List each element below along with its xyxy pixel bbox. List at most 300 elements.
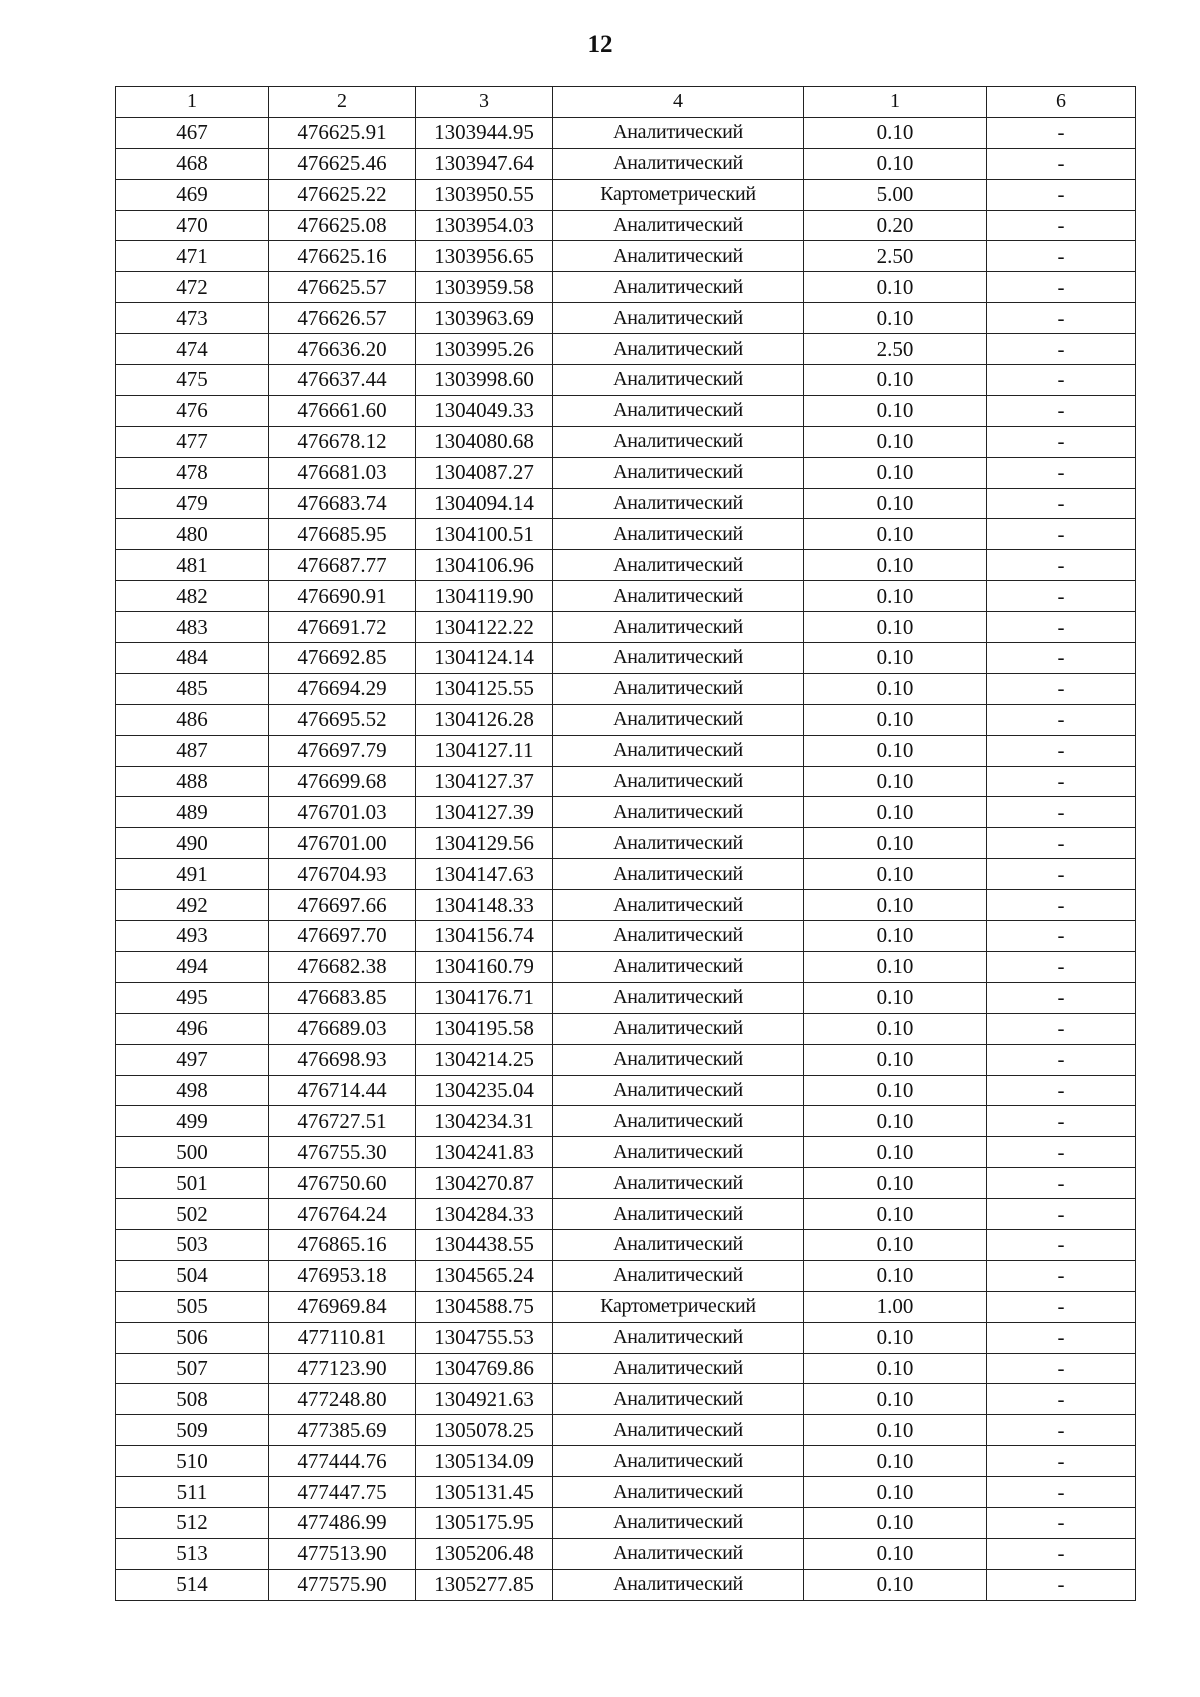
cell-x-coordinate: 476636.20 [269,334,416,365]
cell-method: Аналитический [553,797,804,828]
cell-accuracy: 0.10 [804,365,987,396]
cell-accuracy: 0.10 [804,1538,987,1569]
cell-y-coordinate: 1305131.45 [416,1477,553,1508]
cell-method: Аналитический [553,612,804,643]
cell-accuracy: 0.10 [804,1353,987,1384]
cell-point-number: 467 [116,117,269,148]
cell-description: - [987,1569,1136,1600]
table-row [116,117,1136,148]
cell-y-coordinate: 1304119.90 [416,581,553,612]
cell-y-coordinate: 1305206.48 [416,1538,553,1569]
cell-y-coordinate: 1304156.74 [416,921,553,952]
cell-y-coordinate: 1303944.95 [416,117,553,148]
cell-accuracy: 0.10 [804,797,987,828]
cell-method: Аналитический [553,550,804,581]
cell-accuracy: 0.10 [804,1569,987,1600]
cell-point-number: 514 [116,1569,269,1600]
cell-description: - [987,1137,1136,1168]
cell-description: - [987,1106,1136,1137]
cell-y-coordinate: 1304127.11 [416,735,553,766]
cell-x-coordinate: 476685.95 [269,519,416,550]
cell-point-number: 491 [116,859,269,890]
cell-accuracy: 0.10 [804,1075,987,1106]
cell-accuracy: 0.10 [804,303,987,334]
cell-x-coordinate: 476683.74 [269,488,416,519]
cell-method: Аналитический [553,643,804,674]
cell-description: - [987,117,1136,148]
cell-accuracy: 0.10 [804,426,987,457]
cell-y-coordinate: 1303995.26 [416,334,553,365]
cell-point-number: 507 [116,1353,269,1384]
table-row [116,859,1136,890]
cell-method: Аналитический [553,1538,804,1569]
cell-description: - [987,272,1136,303]
cell-accuracy: 0.10 [804,859,987,890]
table-row [116,1260,1136,1291]
cell-x-coordinate: 477575.90 [269,1569,416,1600]
cell-x-coordinate: 476661.60 [269,395,416,426]
cell-description: - [987,735,1136,766]
cell-y-coordinate: 1304080.68 [416,426,553,457]
table-row [116,1044,1136,1075]
cell-method: Аналитический [553,951,804,982]
cell-y-coordinate: 1304565.24 [416,1260,553,1291]
cell-point-number: 485 [116,673,269,704]
cell-point-number: 509 [116,1415,269,1446]
cell-method: Аналитический [553,365,804,396]
table-row [116,673,1136,704]
cell-method: Аналитический [553,1415,804,1446]
cell-method: Аналитический [553,982,804,1013]
cell-y-coordinate: 1304234.31 [416,1106,553,1137]
cell-point-number: 480 [116,519,269,550]
cell-description: - [987,1538,1136,1569]
cell-accuracy: 0.10 [804,148,987,179]
cell-x-coordinate: 476969.84 [269,1291,416,1322]
cell-method: Аналитический [553,581,804,612]
cell-point-number: 483 [116,612,269,643]
cell-description: - [987,1384,1136,1415]
cell-description: - [987,426,1136,457]
cell-description: - [987,210,1136,241]
cell-point-number: 513 [116,1538,269,1569]
cell-y-coordinate: 1304588.75 [416,1291,553,1322]
cell-method: Аналитический [553,1322,804,1353]
cell-point-number: 474 [116,334,269,365]
page-number: 12 [587,31,613,58]
cell-x-coordinate: 476697.70 [269,921,416,952]
column-header-x-coordinate: 2 [269,87,416,118]
table-row [116,1291,1136,1322]
cell-method: Аналитический [553,1075,804,1106]
cell-point-number: 473 [116,303,269,334]
table-row [116,303,1136,334]
cell-accuracy: 0.20 [804,210,987,241]
cell-accuracy: 1.00 [804,1291,987,1322]
cell-x-coordinate: 477447.75 [269,1477,416,1508]
cell-point-number: 497 [116,1044,269,1075]
cell-method: Аналитический [553,1507,804,1538]
cell-description: - [987,1291,1136,1322]
cell-method: Аналитический [553,921,804,952]
cell-method: Аналитический [553,766,804,797]
cell-method: Аналитический [553,1260,804,1291]
cell-description: - [987,303,1136,334]
cell-description: - [987,395,1136,426]
cell-accuracy: 0.10 [804,117,987,148]
cell-x-coordinate: 477486.99 [269,1507,416,1538]
cell-method: Аналитический [553,519,804,550]
cell-accuracy: 0.10 [804,488,987,519]
table-row [116,210,1136,241]
table-row [116,1013,1136,1044]
cell-point-number: 489 [116,797,269,828]
table-row [116,1477,1136,1508]
cell-y-coordinate: 1304755.53 [416,1322,553,1353]
cell-method: Аналитический [553,1569,804,1600]
cell-x-coordinate: 476625.08 [269,210,416,241]
cell-y-coordinate: 1303956.65 [416,241,553,272]
cell-y-coordinate: 1305277.85 [416,1569,553,1600]
cell-accuracy: 2.50 [804,241,987,272]
cell-x-coordinate: 476755.30 [269,1137,416,1168]
cell-y-coordinate: 1304087.27 [416,457,553,488]
cell-description: - [987,921,1136,952]
table-row [116,550,1136,581]
cell-x-coordinate: 476678.12 [269,426,416,457]
cell-description: - [987,982,1136,1013]
cell-description: - [987,519,1136,550]
cell-description: - [987,550,1136,581]
cell-description: - [987,1199,1136,1230]
cell-method: Аналитический [553,395,804,426]
cell-point-number: 510 [116,1446,269,1477]
cell-point-number: 475 [116,365,269,396]
cell-description: - [987,612,1136,643]
cell-point-number: 494 [116,951,269,982]
cell-point-number: 468 [116,148,269,179]
cell-point-number: 488 [116,766,269,797]
cell-x-coordinate: 476683.85 [269,982,416,1013]
cell-y-coordinate: 1304049.33 [416,395,553,426]
cell-y-coordinate: 1304284.33 [416,1199,553,1230]
table-row [116,1137,1136,1168]
table-row [116,426,1136,457]
cell-y-coordinate: 1303998.60 [416,365,553,396]
cell-point-number: 471 [116,241,269,272]
cell-point-number: 469 [116,179,269,210]
cell-description: - [987,1353,1136,1384]
table-row [116,1507,1136,1538]
cell-y-coordinate: 1305078.25 [416,1415,553,1446]
cell-y-coordinate: 1303954.03 [416,210,553,241]
cell-x-coordinate: 476625.16 [269,241,416,272]
cell-y-coordinate: 1304160.79 [416,951,553,982]
cell-description: - [987,334,1136,365]
cell-x-coordinate: 476699.68 [269,766,416,797]
cell-method: Аналитический [553,735,804,766]
cell-x-coordinate: 476682.38 [269,951,416,982]
cell-description: - [987,951,1136,982]
cell-x-coordinate: 476697.66 [269,890,416,921]
cell-x-coordinate: 476626.57 [269,303,416,334]
cell-point-number: 472 [116,272,269,303]
cell-description: - [987,673,1136,704]
cell-x-coordinate: 476625.22 [269,179,416,210]
cell-y-coordinate: 1305175.95 [416,1507,553,1538]
table-body [116,117,1136,1600]
cell-x-coordinate: 477123.90 [269,1353,416,1384]
cell-y-coordinate: 1303947.64 [416,148,553,179]
cell-accuracy: 0.10 [804,457,987,488]
cell-accuracy: 0.10 [804,1168,987,1199]
cell-method: Аналитический [553,704,804,735]
cell-accuracy: 0.10 [804,951,987,982]
cell-point-number: 504 [116,1260,269,1291]
cell-x-coordinate: 476701.03 [269,797,416,828]
cell-description: - [987,488,1136,519]
table-row [116,148,1136,179]
cell-description: - [987,1507,1136,1538]
cell-x-coordinate: 476625.91 [269,117,416,148]
cell-x-coordinate: 476701.00 [269,828,416,859]
table-row [116,1168,1136,1199]
cell-description: - [987,1446,1136,1477]
cell-x-coordinate: 477513.90 [269,1538,416,1569]
cell-accuracy: 5.00 [804,179,987,210]
cell-method: Аналитический [553,1199,804,1230]
cell-method: Аналитический [553,1384,804,1415]
cell-point-number: 476 [116,395,269,426]
table-row [116,766,1136,797]
cell-description: - [987,457,1136,488]
table-row [116,890,1136,921]
cell-y-coordinate: 1304769.86 [416,1353,553,1384]
cell-point-number: 503 [116,1229,269,1260]
table-row [116,704,1136,735]
cell-method: Картометрический [553,179,804,210]
cell-x-coordinate: 476704.93 [269,859,416,890]
cell-description: - [987,241,1136,272]
cell-description: - [987,365,1136,396]
cell-x-coordinate: 476764.24 [269,1199,416,1230]
table-row [116,179,1136,210]
table-row [116,241,1136,272]
cell-accuracy: 0.10 [804,921,987,952]
cell-point-number: 496 [116,1013,269,1044]
cell-point-number: 470 [116,210,269,241]
cell-point-number: 498 [116,1075,269,1106]
cell-method: Аналитический [553,1168,804,1199]
cell-accuracy: 0.10 [804,735,987,766]
cell-method: Аналитический [553,303,804,334]
cell-y-coordinate: 1304176.71 [416,982,553,1013]
cell-point-number: 501 [116,1168,269,1199]
cell-accuracy: 0.10 [804,1384,987,1415]
table-row [116,921,1136,952]
cell-y-coordinate: 1304100.51 [416,519,553,550]
cell-description: - [987,148,1136,179]
cell-point-number: 490 [116,828,269,859]
coordinates-table [115,86,1136,1601]
table-row [116,365,1136,396]
cell-method: Аналитический [553,1477,804,1508]
cell-x-coordinate: 476690.91 [269,581,416,612]
cell-accuracy: 0.10 [804,704,987,735]
table-row [116,1384,1136,1415]
cell-point-number: 499 [116,1106,269,1137]
cell-x-coordinate: 476681.03 [269,457,416,488]
column-header-method: 4 [553,87,804,118]
cell-y-coordinate: 1304122.22 [416,612,553,643]
cell-accuracy: 0.10 [804,1260,987,1291]
cell-y-coordinate: 1304094.14 [416,488,553,519]
cell-x-coordinate: 476687.77 [269,550,416,581]
table-row [116,272,1136,303]
cell-x-coordinate: 476750.60 [269,1168,416,1199]
cell-point-number: 512 [116,1507,269,1538]
cell-point-number: 477 [116,426,269,457]
cell-method: Аналитический [553,1353,804,1384]
cell-accuracy: 0.10 [804,1229,987,1260]
cell-description: - [987,1415,1136,1446]
cell-y-coordinate: 1305134.09 [416,1446,553,1477]
table-row [116,828,1136,859]
cell-x-coordinate: 477248.80 [269,1384,416,1415]
cell-y-coordinate: 1304241.83 [416,1137,553,1168]
cell-y-coordinate: 1304125.55 [416,673,553,704]
cell-accuracy: 0.10 [804,1322,987,1353]
cell-accuracy: 0.10 [804,612,987,643]
cell-accuracy: 0.10 [804,643,987,674]
cell-y-coordinate: 1304127.37 [416,766,553,797]
cell-accuracy: 0.10 [804,1507,987,1538]
cell-accuracy: 0.10 [804,550,987,581]
cell-description: - [987,704,1136,735]
cell-point-number: 505 [116,1291,269,1322]
cell-y-coordinate: 1304106.96 [416,550,553,581]
cell-description: - [987,1168,1136,1199]
table-row [116,643,1136,674]
cell-accuracy: 0.10 [804,982,987,1013]
cell-x-coordinate: 476698.93 [269,1044,416,1075]
table-row [116,797,1136,828]
cell-accuracy: 2.50 [804,334,987,365]
cell-point-number: 478 [116,457,269,488]
cell-description: - [987,179,1136,210]
table-row [116,1446,1136,1477]
cell-method: Аналитический [553,1137,804,1168]
table-row [116,1106,1136,1137]
table-row [116,519,1136,550]
table-row [116,457,1136,488]
cell-y-coordinate: 1304214.25 [416,1044,553,1075]
cell-x-coordinate: 476697.79 [269,735,416,766]
cell-y-coordinate: 1304195.58 [416,1013,553,1044]
cell-method: Аналитический [553,673,804,704]
cell-description: - [987,1044,1136,1075]
cell-point-number: 492 [116,890,269,921]
cell-description: - [987,1229,1136,1260]
cell-method: Аналитический [553,828,804,859]
cell-point-number: 493 [116,921,269,952]
cell-y-coordinate: 1304126.28 [416,704,553,735]
cell-x-coordinate: 476714.44 [269,1075,416,1106]
cell-description: - [987,890,1136,921]
cell-description: - [987,1075,1136,1106]
cell-accuracy: 0.10 [804,766,987,797]
cell-point-number: 495 [116,982,269,1013]
cell-x-coordinate: 477110.81 [269,1322,416,1353]
cell-point-number: 482 [116,581,269,612]
cell-description: - [987,1260,1136,1291]
cell-description: - [987,797,1136,828]
cell-y-coordinate: 1304127.39 [416,797,553,828]
cell-point-number: 502 [116,1199,269,1230]
cell-point-number: 486 [116,704,269,735]
cell-accuracy: 0.10 [804,1106,987,1137]
table-row [116,1322,1136,1353]
cell-accuracy: 0.10 [804,395,987,426]
cell-x-coordinate: 476689.03 [269,1013,416,1044]
cell-x-coordinate: 476637.44 [269,365,416,396]
cell-accuracy: 0.10 [804,1415,987,1446]
cell-y-coordinate: 1304921.63 [416,1384,553,1415]
column-header-accuracy: 1 [804,87,987,118]
cell-point-number: 508 [116,1384,269,1415]
cell-method: Аналитический [553,117,804,148]
cell-accuracy: 0.10 [804,1446,987,1477]
cell-y-coordinate: 1304147.63 [416,859,553,890]
cell-description: - [987,859,1136,890]
table-row [116,1199,1136,1230]
table-row [116,1538,1136,1569]
table-row [116,1075,1136,1106]
cell-accuracy: 0.10 [804,673,987,704]
cell-accuracy: 0.10 [804,828,987,859]
cell-method: Аналитический [553,1044,804,1075]
cell-x-coordinate: 476694.29 [269,673,416,704]
cell-method: Аналитический [553,426,804,457]
table-header-row [116,87,1136,118]
table-row [116,1229,1136,1260]
table-row [116,612,1136,643]
cell-accuracy: 0.10 [804,890,987,921]
cell-y-coordinate: 1304124.14 [416,643,553,674]
cell-method: Аналитический [553,1013,804,1044]
cell-description: - [987,643,1136,674]
cell-method: Аналитический [553,859,804,890]
cell-accuracy: 0.10 [804,1137,987,1168]
cell-method: Аналитический [553,1446,804,1477]
cell-point-number: 479 [116,488,269,519]
cell-y-coordinate: 1304270.87 [416,1168,553,1199]
cell-accuracy: 0.10 [804,519,987,550]
cell-x-coordinate: 476692.85 [269,643,416,674]
table-row [116,1415,1136,1446]
cell-accuracy: 0.10 [804,272,987,303]
cell-x-coordinate: 476625.57 [269,272,416,303]
cell-method: Аналитический [553,148,804,179]
cell-method: Аналитический [553,1229,804,1260]
cell-accuracy: 0.10 [804,1044,987,1075]
table-row [116,1569,1136,1600]
cell-x-coordinate: 476865.16 [269,1229,416,1260]
cell-accuracy: 0.10 [804,1477,987,1508]
table-row [116,395,1136,426]
cell-y-coordinate: 1304148.33 [416,890,553,921]
cell-x-coordinate: 477444.76 [269,1446,416,1477]
